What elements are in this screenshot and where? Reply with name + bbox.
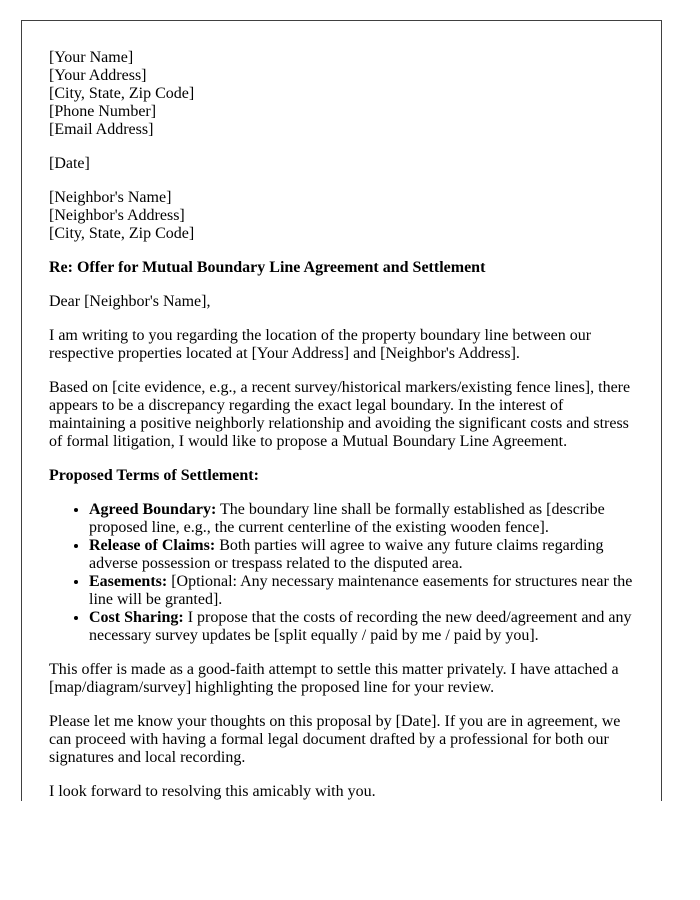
sender-phone-line: [Phone Number]: [49, 103, 157, 120]
salutation-line: Dear [Neighbor's Name],: [49, 293, 211, 310]
recipient-city-line: [City, State, Zip Code]: [49, 225, 195, 242]
term-item-easements: [89, 573, 633, 609]
recipient-block: [49, 189, 633, 243]
response-paragraph: Please let me know your thoughts on this proposal by [Date]. If you are in agreement, we can proceed with having a formal legal document drafted by a professional for both our signatures and local recording.: [49, 713, 621, 766]
terms-heading: Proposed Terms of Settlement:: [49, 467, 259, 484]
offer-paragraph: This offer is made as a good-faith attempt to settle this matter privately. I have attached a [map/diagram/survey] highlighting the proposed line for your review.: [49, 661, 619, 696]
letter-frame: [21, 20, 662, 801]
term-text: The boundary line shall be formally established as [describe proposed line, e.g., the current centerline of the existing wooden fence].: [89, 501, 605, 536]
term-label: Cost Sharing:: [89, 609, 184, 626]
sender-city-line: [City, State, Zip Code]: [49, 85, 195, 102]
recipient-name-line: [Neighbor's Name]: [49, 189, 172, 206]
intro-paragraph: I am writing to you regarding the location of the property boundary line between our respective properties located at [Your Address] and [Neighbor's Address].: [49, 327, 592, 362]
term-label: Easements:: [89, 573, 168, 590]
terms-list: [49, 501, 633, 645]
evidence-paragraph: Based on [cite evidence, e.g., a recent survey/historical markers/existing fence lines], there appears to be a discrepancy regarding the exact legal boundary. In the interest of maintaining a positive neighborly relationship and avoiding the significant costs and stress of formal litigation, I would like to propose a Mutual Boundary Line Agreement.: [49, 379, 631, 450]
sender-email-line: [Email Address]: [49, 121, 154, 138]
sender-name-line: [Your Name]: [49, 49, 134, 66]
recipient-address-line: [Neighbor's Address]: [49, 207, 185, 224]
sender-block: [49, 49, 633, 139]
closing-paragraph: I look forward to resolving this amicably with you.: [49, 783, 376, 800]
term-item-cost-sharing: [89, 609, 633, 645]
term-text: Both parties will agree to waive any future claims regarding adverse possession or trespass related to the disputed area.: [89, 537, 604, 572]
term-item-release-of-claims: [89, 537, 633, 573]
term-text: [Optional: Any necessary maintenance easements for structures near the line will be granted].: [89, 573, 633, 608]
sender-address-line: [Your Address]: [49, 67, 147, 84]
term-label: Agreed Boundary:: [89, 501, 217, 518]
subject-line: Re: Offer for Mutual Boundary Line Agreement and Settlement: [49, 259, 486, 276]
term-label: Release of Claims:: [89, 537, 216, 554]
term-text: I propose that the costs of recording the new deed/agreement and any necessary survey updates be [split equally / paid by me / paid by you].: [89, 609, 632, 644]
date-line: [Date]: [49, 155, 90, 172]
letter-body: [22, 21, 661, 801]
term-item-agreed-boundary: [89, 501, 633, 537]
